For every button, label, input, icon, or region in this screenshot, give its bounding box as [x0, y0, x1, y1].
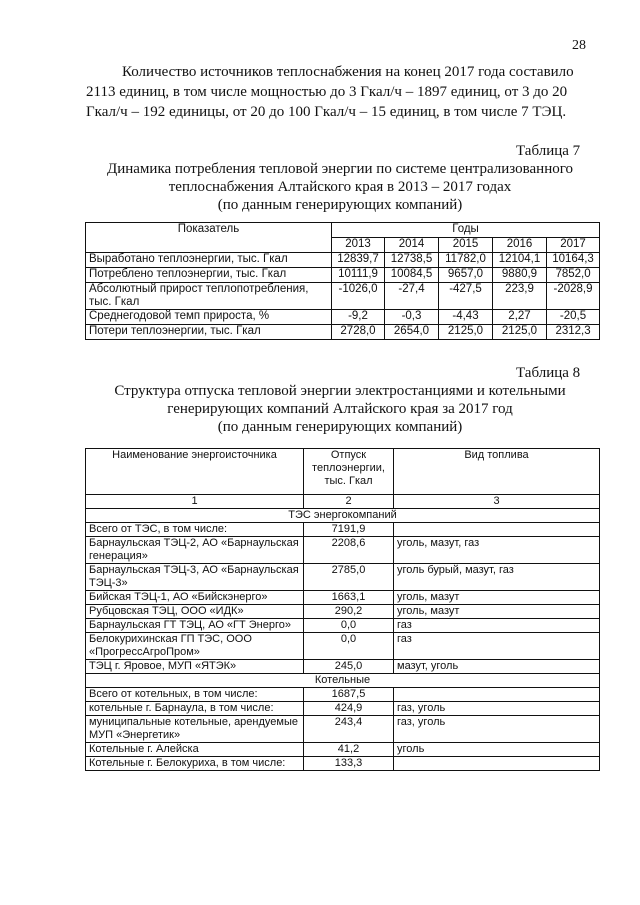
intro-line: Количество источников теплоснабжения на конец 2017 года составило: [122, 64, 574, 80]
table8-fuel-type: [394, 688, 600, 702]
table8-row: [86, 660, 600, 674]
table7-row: [86, 325, 600, 340]
table7-cell: -9,2: [332, 310, 385, 325]
table8-output-value: 1687,5: [304, 688, 394, 702]
table7-cell: 10084,5: [385, 268, 439, 283]
table7-cell: -2028,9: [547, 283, 600, 310]
table8-fuel-type: газ: [394, 619, 600, 633]
table8-source-name: котельные г. Барнаула, в том числе:: [86, 702, 304, 716]
table8-row: [86, 619, 600, 633]
table8-fuel-type: уголь, мазут: [394, 591, 600, 605]
table8-title-line: (по данным генерирующих компаний): [217, 419, 463, 435]
table7-cell: 2312,3: [547, 325, 600, 340]
table7-row: [86, 253, 600, 268]
table7-cell: 10111,9: [332, 268, 385, 283]
table8-row: [86, 702, 600, 716]
table8-header-output: Отпуск теплоэнергии, тыс. Гкал: [304, 449, 394, 495]
table8-title-line: генерирующих компаний Алтайского края за 2017 год: [167, 401, 513, 417]
table8-output-value: 0,0: [304, 633, 394, 660]
intro-line: 2113 единиц, в том числе мощностью до 3 Гкал/ч – 1897 единиц, от 3 до 20: [86, 84, 568, 100]
table7-cell: 10164,3: [547, 253, 600, 268]
table7-title: [80, 160, 600, 214]
table7-title-line: теплоснабжения Алтайского края в 2013 – 2017 годах: [168, 179, 512, 195]
table8-output-value: 290,2: [304, 605, 394, 619]
table7-row: [86, 310, 600, 325]
table7: [85, 222, 600, 340]
table8-header-fuel: Вид топлива: [394, 449, 600, 495]
table7-cell: 2125,0: [439, 325, 493, 340]
intro-paragraph: [86, 62, 592, 122]
table7-cell: 12738,5: [385, 253, 439, 268]
table8-output-value: 243,4: [304, 716, 394, 743]
table7-title-line: (по данным генерирующих компаний): [217, 197, 463, 213]
table8-output-value: 133,3: [304, 757, 394, 771]
table8-fuel-type: [394, 757, 600, 771]
table7-cell: 223,9: [493, 283, 547, 310]
table7-cell: 2,27: [493, 310, 547, 325]
table8-output-value: 7191,9: [304, 523, 394, 537]
table8-row: [86, 564, 600, 591]
table8-col-number: 3: [394, 495, 600, 509]
table8-section-kotelnye-row: [86, 674, 600, 688]
table8-fuel-type: газ, уголь: [394, 716, 600, 743]
table8-row: [86, 523, 600, 537]
table8-source-name: ТЭЦ г. Яровое, МУП «ЯТЭК»: [86, 660, 304, 674]
table7-cell: 12839,7: [332, 253, 385, 268]
table8-fuel-type: [394, 523, 600, 537]
table8-col-number: 2: [304, 495, 394, 509]
table8-section-tes-row: [86, 509, 600, 523]
table8-row: [86, 757, 600, 771]
table7-year: 2013: [332, 238, 385, 253]
table8-row: [86, 716, 600, 743]
table7-caption: Таблица 7: [516, 143, 581, 159]
table7-title-line: Динамика потребления тепловой энергии по системе централизованного: [106, 161, 574, 177]
table8-caption: Таблица 8: [516, 365, 581, 381]
table8-source-name: Барнаульская ТЭЦ-2, АО «Барнаульская генерация»: [86, 537, 304, 564]
table8-source-name: Рубцовская ТЭЦ, ООО «ИДК»: [86, 605, 304, 619]
table8-source-name: Барнаульская ГТ ТЭЦ, АО «ГТ Энерго»: [86, 619, 304, 633]
table8-fuel-type: газ: [394, 633, 600, 660]
table7-cell: 12104,1: [493, 253, 547, 268]
table8-fuel-type: уголь бурый, мазут, газ: [394, 564, 600, 591]
table7-row-label: Выработано теплоэнергии, тыс. Гкал: [86, 253, 332, 268]
table8-row: [86, 537, 600, 564]
table7-cell: 11782,0: [439, 253, 493, 268]
table7-cell: -20,5: [547, 310, 600, 325]
table7-cell: 7852,0: [547, 268, 600, 283]
table8-source-name: муниципальные котельные, арендуемые МУП «Энергетик»: [86, 716, 304, 743]
table8-output-value: 2208,6: [304, 537, 394, 564]
table7-row-label: Среднегодовой темп прироста, %: [86, 310, 332, 325]
table8-fuel-type: уголь: [394, 743, 600, 757]
table7-year: 2016: [493, 238, 547, 253]
table7-cell: -0,3: [385, 310, 439, 325]
table8-output-value: 424,9: [304, 702, 394, 716]
table7-row-label: Потери теплоэнергии, тыс. Гкал: [86, 325, 332, 340]
table7-cell: -27,4: [385, 283, 439, 310]
table8-source-name: Всего от котельных, в том числе:: [86, 688, 304, 702]
table8-title-line: Структура отпуска тепловой энергии электростанциями и котельными: [114, 383, 566, 399]
table8-source-name: Барнаульская ТЭЦ-3, АО «Барнаульская ТЭЦ-3»: [86, 564, 304, 591]
table8: [85, 448, 600, 771]
table7-row-label: Потреблено теплоэнергии, тыс. Гкал: [86, 268, 332, 283]
table8-fuel-type: газ, уголь: [394, 702, 600, 716]
table8-source-name: Белокурихинская ГП ТЭС, ООО «ПрогрессАгроПром»: [86, 633, 304, 660]
table7-cell: 9880,9: [493, 268, 547, 283]
table8-col-number: 1: [86, 495, 304, 509]
table8-section-kotelnye: Котельные: [86, 674, 600, 688]
table7-year: 2014: [385, 238, 439, 253]
table8-source-name: Всего от ТЭС, в том числе:: [86, 523, 304, 537]
table7-header-years: Годы: [332, 223, 600, 238]
table8-output-value: 0,0: [304, 619, 394, 633]
table7-cell: 2125,0: [493, 325, 547, 340]
table8-source-name: Котельные г. Алейска: [86, 743, 304, 757]
table8-row: [86, 743, 600, 757]
table8-fuel-type: уголь, мазут: [394, 605, 600, 619]
table7-cell: 2654,0: [385, 325, 439, 340]
table7-row-label: Абсолютный прирост теплопотребления, тыс. Гкал: [86, 283, 332, 310]
table7-year: 2015: [439, 238, 493, 253]
table8-section-tes: ТЭС энергокомпаний: [86, 509, 600, 523]
table8-row: [86, 688, 600, 702]
table7-header-indicator: Показатель: [86, 223, 332, 253]
table7-cell: 2728,0: [332, 325, 385, 340]
table8-row: [86, 591, 600, 605]
table8-header-source: Наименование энергоисточника: [86, 449, 304, 495]
table7-cell: 9657,0: [439, 268, 493, 283]
table8-output-value: 1663,1: [304, 591, 394, 605]
table8-source-name: Бийская ТЭЦ-1, АО «Бийскэнерго»: [86, 591, 304, 605]
table7-year: 2017: [547, 238, 600, 253]
table8-output-value: 41,2: [304, 743, 394, 757]
table8-row: [86, 605, 600, 619]
table8-output-value: 2785,0: [304, 564, 394, 591]
table7-cell: -427,5: [439, 283, 493, 310]
table8-output-value: 245,0: [304, 660, 394, 674]
table8-source-name: Котельные г. Белокуриха, в том числе:: [86, 757, 304, 771]
table8-title: [80, 382, 600, 436]
table7-cell: -4,43: [439, 310, 493, 325]
table7-row: [86, 283, 600, 310]
table7-row: [86, 268, 600, 283]
table8-fuel-type: мазут, уголь: [394, 660, 600, 674]
table8-fuel-type: уголь, мазут, газ: [394, 537, 600, 564]
intro-line: Гкал/ч – 192 единицы, от 20 до 100 Гкал/ч – 15 единиц, в том числе 7 ТЭЦ.: [86, 104, 567, 120]
page-number: 28: [572, 38, 586, 53]
table8-row: [86, 633, 600, 660]
table7-cell: -1026,0: [332, 283, 385, 310]
